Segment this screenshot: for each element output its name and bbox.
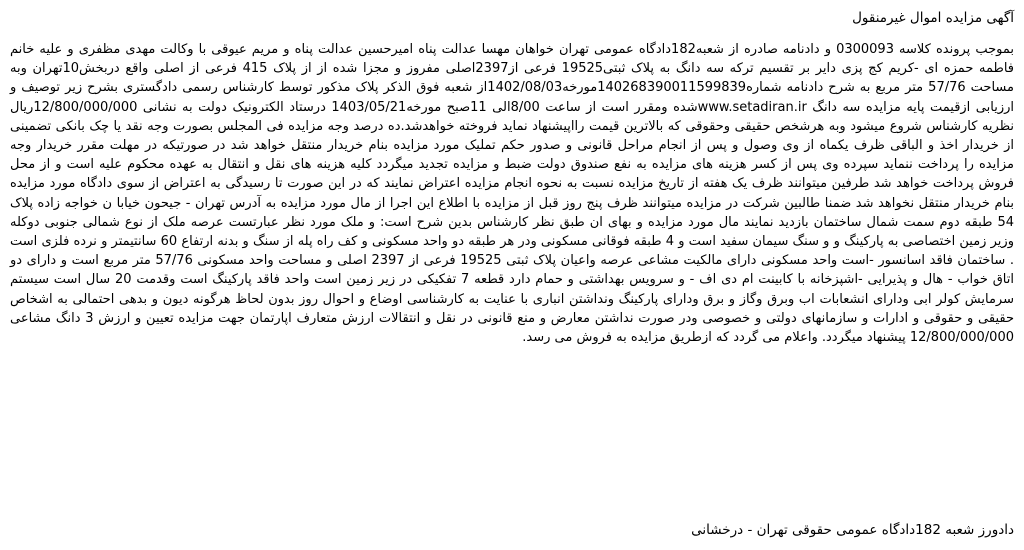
notice-signature: دادورز شعبه 182دادگاه عمومی حقوقی تهران - درخشانی xyxy=(691,522,1014,538)
notice-body: بموجب پرونده کلاسه 0300093 و دادنامه صادره از شعبه182دادگاه عمومی تهران خواهان مهسا عدالت پناه امیرحسین عدالت پناه و مریم عیوقی با وکالت مهدی مظفری و علیه خانم فاطمه حمزه ای -کریم کج پزی دایر بر تقسیم ترکه سه دانگ به پلاک ثبتی19525 فرعی از2397اصلی مفروز و مجزا شده از از پلاک 415 فرعی از اصلی واقع دربخش10تهران وبه مساحت 57/76 متر مربع به شرح دادنامه شماره140268390011599839مورخه1402/08/03از شعبه فوق الذکر پلاک مذکور توسط کارشناس رسمی دادگستری بشرح زیر توصیف و ارزیابی ازقیمت پایه مزایده سه دانگ www.setadiran.irشده ومقرر است از ساعت 8/00الی 11صبح مورخه1403/05/21 درستاد الکترونیک دولت به نشانی 12/800/000/000ریال نظریه کارشناس شروع میشود وبه هرشخص حقیقی وحقوقی که بالاترین قیمت رااپیشنهاد نماید فروخته خواهدشد.ده درصد وجه مزایده فی المجلس بصورت وجه نقد یا چک بانکی تضمینی از خریدار اخذ و الباقی ظرف یکماه از وی وصول و پس از انجام مراحل قانونی و صدور حکم تملیک مورد مزایده بنام خریدار منتقل خواهد شد در صورتیکه در مهلت مقرر خریدار وجه مزایده را پرداخت ننماید سپرده وی پس از کسر هزینه های مزایده به نفع صندوق دولت ضبط و مزایده تجدید میگردد کلیه هزینه های نقل و انتقال به عهده محکوم علیه است و از محل فروش پرداخت خواهد شد طرفین میتوانند ظرف یک هفته از تاریخ مزایده نسبت به نحوه انجام مزایده اعتراض نمایند که در این صورت تا رسیدگی به اعتراض از سوی دادگاه مورد مزایده بنام خریدار منتقل نخواهد شد ضمنا طالبین شرکت در مزایده میتوانند ظرف پنج روز قبل از مزایده با اطلاع این اجرا از مال مورد مزایده به آدرس تهران - جیحون خیابا ن خواجه زاده پلاک 54 طبقه دوم سمت شمال ساختمان بازدید نمایند مال مورد مزایده و بهای ان طبق نظر کارشناس بدین شرح است: و ملک مورد نظر عبارتست عرصه ملک از نوع شمالی جنوبی دوکله وزیر زمین اختصاصی به پارکینگ و و سنگ سیمان سفید است و 4 طبقه فوقانی مسکونی ودر هر طبقه دو واحد مسکونی و کف راه پله از سنگ و بدنه ارتفاع 60 سانتیمتر و نرده فلزی است . ساختمان فاقد اسانسور -است واحد مسکونی دارای مالکیت مشاعی عرصه واعیان پلاک ثبتی 19525 فرعی از 2397 اصلی و مساحت واحد مسکونی 57/76 متر مربع است و دارای دو اتاق خواب - هال و پذیرایی -اشپزخانه با کابینت ام دی اف - و سرویس بهداشتی و حمام دارد قطعه 7 تفکیکی در زیر زمین است واحد فاقد پارکینگ است وقدمت 20 سال است سیستم سرمایش کولر ابی ودارای انشعابات اب وبرق وگاز و برق ودارای پارکینگ ونداشتن انباری با عنایت به کارشناسی اوضاع و احوال روز بدون لحاظ هرگونه دیون و بدهی احتمالی به اشخاص حقیقی و حقوقی و ادارات و سازمانهای دولتی و خصوصی ودر صورت نداشتن معارض و منع قانونی در نقل و انتقالات ارزش متعارف اپارتمان جهت مزایده تعیین و ارزش 3 دانگ مشاعی 12/800/000/000 پیشنهاد میگردد. واعلام می گردد که ازطریق مزایده به فروش می رسد. xyxy=(10,42,1015,346)
notice-title: آگهی مزایده اموال غیرمنقول xyxy=(852,10,1014,26)
